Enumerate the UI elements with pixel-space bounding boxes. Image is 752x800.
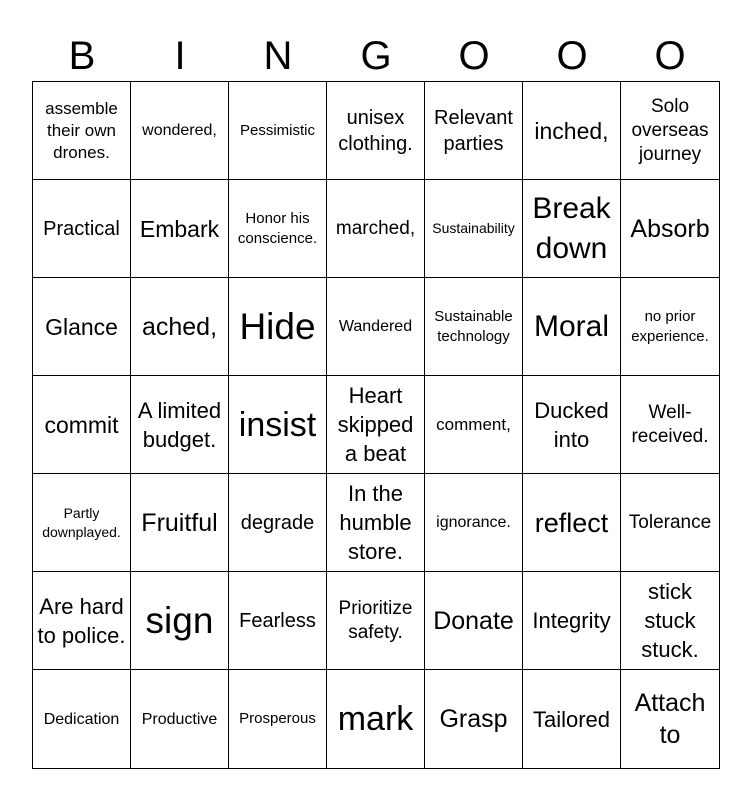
- bingo-cell[interactable]: [425, 474, 523, 572]
- cell-text: Partly downplayed.: [42, 504, 121, 540]
- bingo-cell[interactable]: [621, 180, 719, 278]
- header-letter-o: O: [654, 34, 686, 78]
- cell-text: Break down: [532, 191, 611, 265]
- bingo-cell[interactable]: [327, 670, 425, 768]
- cell-text: Tolerance: [628, 511, 712, 533]
- cell-text: Donate: [433, 606, 514, 635]
- bingo-cell[interactable]: [327, 572, 425, 670]
- cell-text: Honor his conscience.: [237, 209, 318, 247]
- cell-text: Productive: [141, 710, 218, 728]
- cell-text: marched,: [335, 217, 416, 239]
- bingo-cell[interactable]: [621, 474, 719, 572]
- header-letter-b: B: [68, 34, 96, 78]
- bingo-cell[interactable]: [523, 376, 621, 474]
- header-letter-n: N: [263, 34, 293, 78]
- header-letter-o: O: [458, 34, 490, 78]
- bingo-cell[interactable]: [229, 572, 327, 670]
- bingo-cell[interactable]: [523, 572, 621, 670]
- cell-text: inched,: [534, 117, 609, 144]
- bingo-cell[interactable]: [327, 376, 425, 474]
- cell-text: ignorance.: [436, 514, 511, 531]
- bingo-cell[interactable]: [425, 180, 523, 278]
- cell-text: Fearless: [239, 609, 316, 632]
- bingo-cell[interactable]: [327, 474, 425, 572]
- bingo-cell[interactable]: [523, 82, 621, 180]
- bingo-cell[interactable]: [33, 474, 131, 572]
- bingo-cell[interactable]: [327, 278, 425, 376]
- bingo-cell[interactable]: [523, 670, 621, 768]
- bingo-cell[interactable]: [33, 572, 131, 670]
- bingo-cell[interactable]: [33, 278, 131, 376]
- cell-text: Practical: [43, 217, 120, 240]
- cell-text: Grasp: [439, 705, 508, 733]
- bingo-cell[interactable]: [33, 82, 131, 180]
- cell-text: In the humble store.: [339, 481, 412, 564]
- cell-text: no prior experience.: [631, 307, 709, 345]
- bingo-cell[interactable]: [229, 474, 327, 572]
- cell-text: Sustainable technology: [434, 307, 513, 345]
- cell-text: degrade: [240, 511, 315, 534]
- bingo-cell[interactable]: [621, 572, 719, 670]
- bingo-cell[interactable]: [229, 82, 327, 180]
- cell-text: Fruitful: [141, 508, 218, 537]
- cell-text: Attach to: [634, 689, 706, 749]
- cell-text: Heart skipped a beat: [337, 383, 414, 466]
- bingo-cell[interactable]: [229, 376, 327, 474]
- bingo-cell[interactable]: [327, 82, 425, 180]
- cell-text: commit: [44, 411, 119, 438]
- header-letter-g: G: [360, 34, 392, 78]
- cell-text: Prioritize safety.: [338, 597, 413, 643]
- cell-text: Wandered: [338, 318, 413, 335]
- bingo-cell[interactable]: [131, 474, 229, 572]
- bingo-cell[interactable]: [523, 278, 621, 376]
- cell-text: Embark: [139, 215, 220, 242]
- header-letter-i: I: [174, 34, 186, 78]
- bingo-cell[interactable]: [131, 180, 229, 278]
- cell-text: Ducked into: [534, 397, 609, 452]
- cell-text: Dedication: [43, 710, 120, 728]
- cell-text: insist: [238, 405, 317, 444]
- bingo-cell[interactable]: [621, 82, 719, 180]
- bingo-cell[interactable]: [33, 670, 131, 768]
- cell-text: Glance: [45, 313, 118, 340]
- cell-text: Solo overseas journey: [631, 95, 709, 165]
- cell-text: unisex clothing.: [338, 106, 413, 155]
- cell-text: A limited budget.: [137, 397, 222, 452]
- cell-text: wondered,: [142, 122, 217, 139]
- bingo-cell[interactable]: [523, 180, 621, 278]
- bingo-cell[interactable]: [621, 670, 719, 768]
- bingo-cell[interactable]: [327, 180, 425, 278]
- cell-text: stick stuck stuck.: [641, 579, 699, 662]
- bingo-cell[interactable]: [523, 474, 621, 572]
- bingo-cell[interactable]: [33, 376, 131, 474]
- bingo-header: [33, 30, 719, 82]
- cell-text: Prosperous: [239, 710, 316, 727]
- cell-text: assemble their own drones.: [45, 98, 118, 162]
- cell-text: Relevant parties: [434, 106, 513, 155]
- cell-text: Integrity: [532, 608, 611, 633]
- bingo-cell[interactable]: [425, 572, 523, 670]
- cell-text: ached,: [141, 312, 218, 341]
- bingo-cell[interactable]: [425, 670, 523, 768]
- bingo-cell[interactable]: [621, 278, 719, 376]
- bingo-cell[interactable]: [131, 278, 229, 376]
- bingo-grid: [32, 81, 720, 769]
- cell-text: Sustainability: [432, 220, 515, 236]
- cell-text: Hide: [239, 305, 316, 347]
- cell-text: Absorb: [630, 214, 710, 243]
- bingo-cell[interactable]: [425, 82, 523, 180]
- cell-text: Well-received.: [631, 401, 709, 447]
- bingo-cell[interactable]: [229, 278, 327, 376]
- cell-text: reflect: [534, 507, 609, 538]
- bingo-cell[interactable]: [131, 82, 229, 180]
- bingo-cell[interactable]: [229, 180, 327, 278]
- bingo-cell[interactable]: [33, 180, 131, 278]
- cell-text: Tailored: [532, 706, 611, 732]
- bingo-cell[interactable]: [131, 572, 229, 670]
- bingo-cell[interactable]: [425, 278, 523, 376]
- header-letter-o: O: [556, 34, 588, 78]
- bingo-cell[interactable]: [131, 670, 229, 768]
- cell-text: Moral: [533, 309, 609, 343]
- cell-text: mark: [337, 700, 414, 738]
- cell-text: Pessimistic: [239, 121, 315, 139]
- cell-text: Are hard to police.: [37, 593, 126, 648]
- bingo-cell[interactable]: [425, 376, 523, 474]
- bingo-cell[interactable]: [621, 376, 719, 474]
- cell-text: sign: [145, 599, 214, 641]
- bingo-cell[interactable]: [229, 670, 327, 768]
- bingo-cell[interactable]: [131, 376, 229, 474]
- cell-text: comment,: [436, 414, 511, 434]
